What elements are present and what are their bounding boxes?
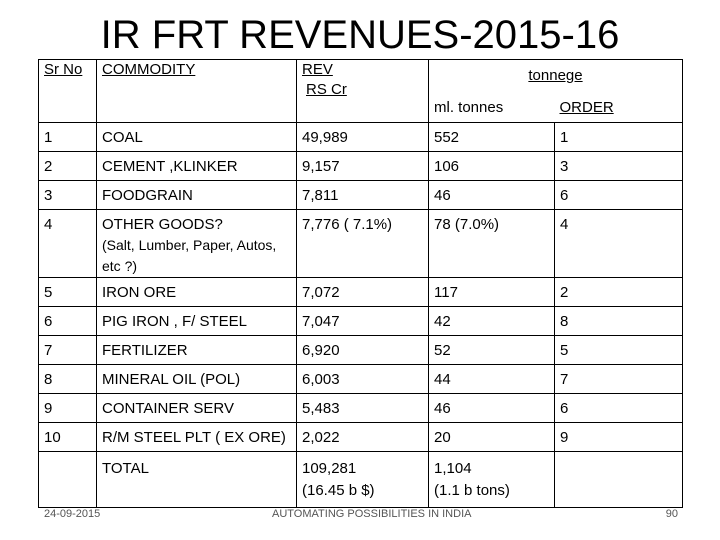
cell-commodity: R/M STEEL PLT ( EX ORE) — [97, 422, 297, 451]
cell-tonnes: 42 — [429, 306, 555, 335]
cell-rev: 7,811 — [297, 180, 429, 209]
cell-rev: 5,483 — [297, 393, 429, 422]
footer-page-number: 90 — [665, 508, 678, 520]
cell-commodity: PIG IRON , F/ STEEL — [97, 306, 297, 335]
cell-sr: 5 — [39, 277, 97, 306]
cell-sr: 9 — [39, 393, 97, 422]
cell-tonnes: 106 — [429, 151, 555, 180]
cell-sr: 4 — [39, 209, 97, 277]
cell-rev: 7,047 — [297, 306, 429, 335]
cell-order: 6 — [555, 393, 683, 422]
header-tonnege: tonnege — [429, 60, 683, 93]
table-row — [39, 151, 683, 180]
cell-order: 4 — [555, 209, 683, 277]
cell-rev: 6,003 — [297, 364, 429, 393]
total-tonnes: 1,104 (1.1 b tons) — [429, 451, 555, 507]
cell-commodity: CONTAINER SERV — [97, 393, 297, 422]
footer-tagline: AUTOMATING POSSIBILITIES IN INDIA — [272, 508, 472, 520]
cell-commodity: FERTILIZER — [97, 335, 297, 364]
cell-sr: 7 — [39, 335, 97, 364]
cell-commodity: OTHER GOODS? (Salt, Lumber, Paper, Autos, etc ?) — [97, 209, 297, 277]
header-order: ORDER — [555, 92, 683, 122]
table-row — [39, 122, 683, 151]
cell-rev: 7,776 ( 7.1%) — [297, 209, 429, 277]
table-row — [39, 422, 683, 451]
table-row — [39, 277, 683, 306]
cell-sr: 8 — [39, 364, 97, 393]
cell-tonnes: 46 — [429, 393, 555, 422]
commodity-note: (Salt, Lumber, Paper, Autos, etc ?) — [102, 236, 277, 274]
table-row — [39, 180, 683, 209]
cell-order: 3 — [555, 151, 683, 180]
cell-commodity: MINERAL OIL (POL) — [97, 364, 297, 393]
header-rev: REV RS Cr — [297, 60, 429, 123]
cell-order: 5 — [555, 335, 683, 364]
cell-commodity: COAL — [97, 122, 297, 151]
header-commodity: COMMODITY — [97, 60, 297, 123]
total-label: TOTAL — [97, 451, 297, 507]
cell-rev: 9,157 — [297, 151, 429, 180]
cell-tonnes: 78 (7.0%) — [429, 209, 555, 277]
total-sr — [39, 451, 97, 507]
table-row — [39, 364, 683, 393]
cell-commodity: IRON ORE — [97, 277, 297, 306]
table-row — [39, 306, 683, 335]
cell-sr: 6 — [39, 306, 97, 335]
cell-order: 8 — [555, 306, 683, 335]
cell-order: 7 — [555, 364, 683, 393]
table-row — [39, 393, 683, 422]
cell-sr: 3 — [39, 180, 97, 209]
header-sr-no: Sr No — [39, 60, 97, 123]
table-row — [39, 209, 683, 277]
cell-order: 2 — [555, 277, 683, 306]
header-ml-tonnes: ml. tonnes — [429, 92, 555, 122]
cell-commodity: CEMENT ,KLINKER — [97, 151, 297, 180]
cell-tonnes: 44 — [429, 364, 555, 393]
cell-sr: 1 — [39, 122, 97, 151]
cell-order: 6 — [555, 180, 683, 209]
cell-sr: 2 — [39, 151, 97, 180]
revenue-table — [38, 59, 683, 508]
revenue-table-body — [39, 60, 683, 508]
page-title: IR FRT REVENUES-2015-16 — [100, 13, 620, 57]
cell-commodity: FOODGRAIN — [97, 180, 297, 209]
cell-order: 9 — [555, 422, 683, 451]
cell-tonnes: 20 — [429, 422, 555, 451]
total-order — [555, 451, 683, 507]
cell-order: 1 — [555, 122, 683, 151]
cell-rev: 49,989 — [297, 122, 429, 151]
table-header-row — [39, 60, 683, 93]
cell-tonnes: 52 — [429, 335, 555, 364]
cell-rev: 6,920 — [297, 335, 429, 364]
total-rev: 109,281 (16.45 b $) — [297, 451, 429, 507]
cell-sr: 10 — [39, 422, 97, 451]
table-row — [39, 335, 683, 364]
footer-date: 24-09-2015 — [44, 508, 101, 520]
cell-rev: 7,072 — [297, 277, 429, 306]
total-row — [39, 451, 683, 507]
cell-tonnes: 552 — [429, 122, 555, 151]
cell-tonnes: 46 — [429, 180, 555, 209]
cell-rev: 2,022 — [297, 422, 429, 451]
cell-tonnes: 117 — [429, 277, 555, 306]
